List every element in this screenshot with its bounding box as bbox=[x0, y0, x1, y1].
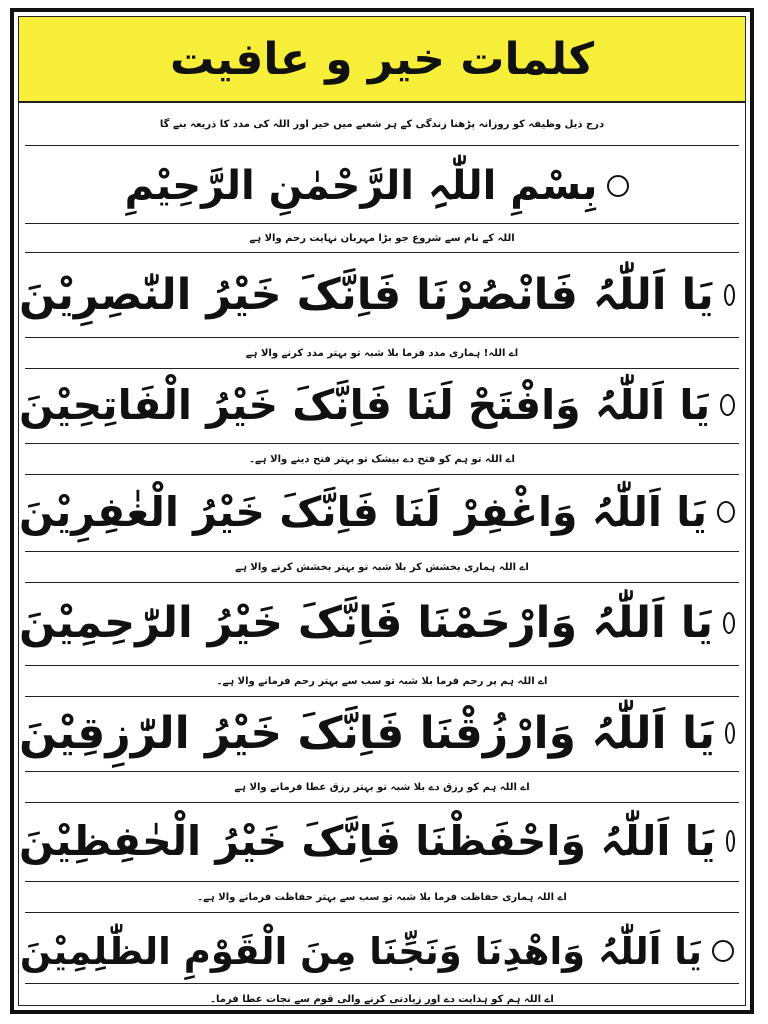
bismillah-row bbox=[19, 151, 745, 221]
verse-end-marker-icon bbox=[724, 284, 735, 306]
dua-translation-6: اے اللہ ہماری حفاظت فرما بلا شبہ تو سب سے بہتر حفاظت فرمانے والا ہے۔ bbox=[25, 881, 739, 913]
dua-translation-2: اے اللہ تو ہم کو فتح دے بیشک تو بہتر فتح دینے والا ہے۔ bbox=[25, 443, 739, 475]
verse-end-marker-icon bbox=[607, 175, 629, 197]
verse-end-marker-icon bbox=[725, 722, 735, 744]
page-title: کلمات خیر و عافیت bbox=[169, 33, 595, 85]
dua-translation-3: اے اللہ ہماری بخشش کر بلا شبہ تو بہتر بخشش کرنے والا ہے bbox=[25, 551, 739, 583]
dua-translation-7: اے اللہ ہم کو ہدایت دے اور زیادتی کرنے والی قوم سے نجات عطا فرما۔ bbox=[25, 983, 739, 1014]
dua-arabic-6: یَا اَللّٰہُ وَاحْفَظْنَا فَاِنَّکَ خَیْرُ الْحٰفِظِیْنَ bbox=[19, 817, 716, 865]
verse-end-marker-icon bbox=[720, 394, 735, 416]
dua-row-1 bbox=[19, 253, 745, 337]
dua-row-6 bbox=[19, 801, 745, 881]
dua-row-2 bbox=[19, 367, 745, 443]
page-frame bbox=[10, 8, 754, 1014]
dua-row-7 bbox=[19, 911, 745, 991]
verse-end-marker-icon bbox=[726, 830, 735, 852]
dua-arabic-7: یَا اَللّٰہُ وَاھْدِنَا وَنَجِّنَا مِنَ الْقَوْمِ الظّٰلِمِیْنَ bbox=[19, 929, 703, 973]
dua-translation-5: اے اللہ ہم کو رزق دے بلا شبہ تو بہتر رزق عطا فرمانے والا ہے bbox=[25, 771, 739, 803]
bismillah-translation: اللہ کے نام سے شروع جو بڑا مہربان نہایت رحم والا ہے bbox=[25, 223, 739, 253]
dua-row-3 bbox=[19, 473, 745, 551]
bismillah-arabic: بِسْمِ اللّٰہِ الرَّحْمٰنِ الرَّحِیْمِ bbox=[124, 163, 598, 209]
dua-arabic-1: یَا اَللّٰہُ فَانْصُرْنَا فَاِنَّکَ خَیْرُ النّٰصِرِیْنَ bbox=[19, 270, 714, 320]
verse-end-marker-icon bbox=[717, 501, 735, 523]
dua-arabic-2: یَا اَللّٰہُ وَافْتَحْ لَنَا فَاِنَّکَ خَیْرُ الْفَاتِحِیْنَ bbox=[19, 381, 711, 429]
dua-row-5 bbox=[19, 695, 745, 771]
dua-translation-1: اے اللہ! ہماری مدد فرما بلا شبہ تو بہتر مدد کرنے والا ہے bbox=[25, 337, 739, 369]
dua-arabic-3: یَا اَللّٰہُ وَاغْفِرْ لَنَا فَاِنَّکَ خَیْرُ الْغٰفِرِیْنَ bbox=[19, 488, 708, 536]
dua-row-4 bbox=[19, 581, 745, 665]
dua-translation-4: اے اللہ ہم پر رحم فرما بلا شبہ تو سب سے بہتر رحم فرمانے والا ہے۔ bbox=[25, 665, 739, 697]
title-banner bbox=[19, 17, 745, 103]
verse-end-marker-icon bbox=[712, 940, 734, 962]
intro-text: درج ذیل وظیفہ کو روزانہ پڑھنا زندگی کے ہر شعبے میں خیر اور اللہ کی مدد کا ذریعہ بنے گا bbox=[25, 105, 739, 146]
verse-end-marker-icon bbox=[723, 612, 735, 634]
dua-arabic-5: یَا اَللّٰہُ وَارْزُقْنَا فَاِنَّکَ خَیْرُ الرّٰزِقِیْنَ bbox=[19, 707, 715, 759]
content-border bbox=[18, 16, 746, 1006]
dua-arabic-4: یَا اَللّٰہُ وَارْحَمْنَا فَاِنَّکَ خَیْرُ الرّٰحِمِیْنَ bbox=[19, 598, 713, 648]
